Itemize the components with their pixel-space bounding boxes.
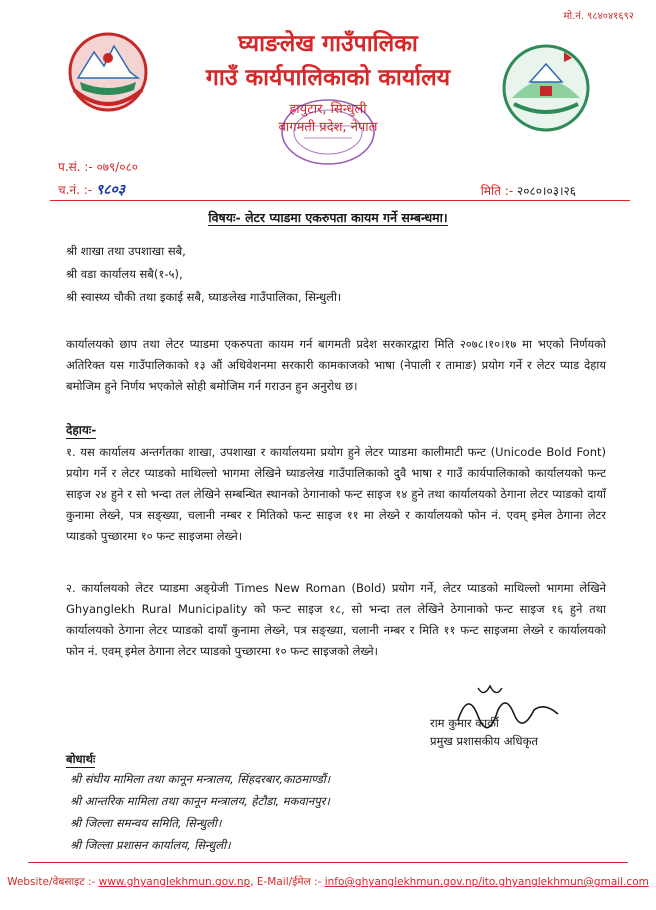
cc-item-3: श्री जिल्ला समन्वय समिति, सिन्धुली। (70, 816, 222, 830)
header-divider (50, 200, 630, 201)
signatory-name: राम कुमार कार्की (430, 716, 499, 730)
signatory-title: प्रमुख प्रशासकीय अधिकृत (430, 734, 538, 748)
ps-value: ०७९/०८० (96, 160, 139, 174)
address-line-1: हायुटार, सिन्धुली (289, 102, 367, 117)
cc-heading: बोधार्थः (66, 752, 96, 766)
date-label: मिति :- (480, 184, 517, 198)
cc-item-4: श्री जिल्ला प्रशासन कार्यालय, सिन्धुली। (70, 838, 231, 852)
footer (0, 875, 656, 889)
municipality-logo (500, 42, 592, 140)
details-heading: देहायः- (66, 423, 97, 437)
email-link[interactable]: info@ghyanglekhmun.gov.np/ito.ghyanglekhmun@gmail.com (324, 876, 649, 888)
address-line-2: बागमती प्रदेश, नेपाल (278, 120, 378, 135)
cn-label: च.नं. :- (58, 183, 96, 197)
detail-item-1: १. यस कार्यालय अन्तर्गतका शाखा, उपशाखा र कार्यालयमा प्रयोग हुने लेटर प्याडमा कालीमाटी फन्ट (Unicode Bold Font) प्रयोग गर्ने र लेटर प्याडको माथिल्लो भागमा लेखिने घ्याङलेख गाउँपालिकाको दुवै भाषा र गाउँ कार्यपालिकाको कार्यालयको फन्ट साइज २४ हुने र सो भन्दा तल लेखिने सम्बन्धित स्थानको ठेगानाको फन्ट साइज १४ हुने तथा कार्यालयको ठेगाना लेटर प्याडको दायाँ कुनामा लेख्ने, पत्र सङ्ख्या, चलानी नम्बर र मितिको फन्ट साइज ११ मा लेख्ने र कार्यालयको फोन नं. एवम् इमेल ठेगाना लेटर प्याडको पुच्छारमा १० फन्ट साइजमा लेख्ने। (66, 445, 606, 543)
municipality-name: घ्याङलेख गाउँपालिका (238, 31, 418, 57)
mobile-number: मो.नं. ९८४०४१६९२ (563, 11, 634, 22)
ps-label: प.सं. :- (58, 160, 97, 174)
cc-item-2: श्री आन्तरिक मामिला तथा कानून मन्त्रालय, हेटौडा, मकवानपुर। (70, 794, 330, 808)
recipient-3: श्री स्वास्थ्य चौकी तथा इकाई सबै, घ्याङलेख गाउँपालिका, सिन्धुली। (66, 290, 342, 304)
cc-item-1: श्री संघीय मामिला तथा कानून मन्त्रालय, सिंहदरबार,काठमाण्डौं। (70, 772, 331, 786)
website-link[interactable]: www.ghyanglekhmun.gov.np (98, 876, 251, 888)
date-value: २०८०।०३।२६ (516, 184, 576, 198)
recipient-2: श्री वडा कार्यालय सबै(१-५), (66, 267, 183, 281)
footer-divider (28, 862, 628, 863)
office-stamp (278, 96, 378, 168)
subject-text: विषयः- लेटर प्याडमा एकरुपता कायम गर्ने सम्बन्धमा। (208, 210, 448, 225)
recipient-1: श्री शाखा तथा उपशाखा सबै, (66, 244, 186, 258)
website-label: Website/वेबसाइट :- (7, 876, 99, 888)
cn-value: ९८०३ (95, 182, 126, 198)
letter-date (481, 182, 576, 199)
office-name: गाउँ कार्यपालिकाको कार्यालय (205, 65, 451, 91)
email-label: , E-Mail/ईमेल :- (250, 876, 325, 888)
detail-item-2: २. कार्यालयको लेटर प्याडमा अङ्ग्रेजी Times New Roman (Bold) प्रयोग गर्ने, लेटर प्याडको माथिल्लो भागमा लेखिने Ghyanglekh Rural Municipality को फन्ट साइज १८, सो भन्दा तल लेखिने ठेगानाको फन्ट साइज १६ हुने तथा कार्यालयको ठेगाना लेटर प्याडको दायाँ कुनामा लेख्ने, पत्र सङ्ख्या, चलानी नम्बर र मिति ११ फन्ट साइजमा लेख्ने र कार्यालयको फोन नं. एवम् इमेल ठेगाना लेटर प्याडको पुच्छारमा १० फन्ट साइजको लेख्ने। (66, 581, 606, 658)
chalani-number (58, 180, 125, 199)
subject-line (0, 209, 656, 226)
body-paragraph: कार्यालयको छाप तथा लेटर प्याडमा एकरुपता कायम गर्न बागमती प्रदेश सरकारद्वारा मिति २०७८।१०।१७ मा भएको निर्णयको अतिरिक्त यस गाउँपालिकाको १३ औं अधिवेशनमा सरकारी कामकाजको भाषा (नेपाली र तामाङ) प्रयोग गर्ने र लेटर प्याड देहाय बमोजिम हुने निर्णय भएकोले सोही बमोजिम गर्न गराउन हुन अनुरोध छ। (66, 337, 606, 393)
patra-sankhya (58, 158, 138, 175)
